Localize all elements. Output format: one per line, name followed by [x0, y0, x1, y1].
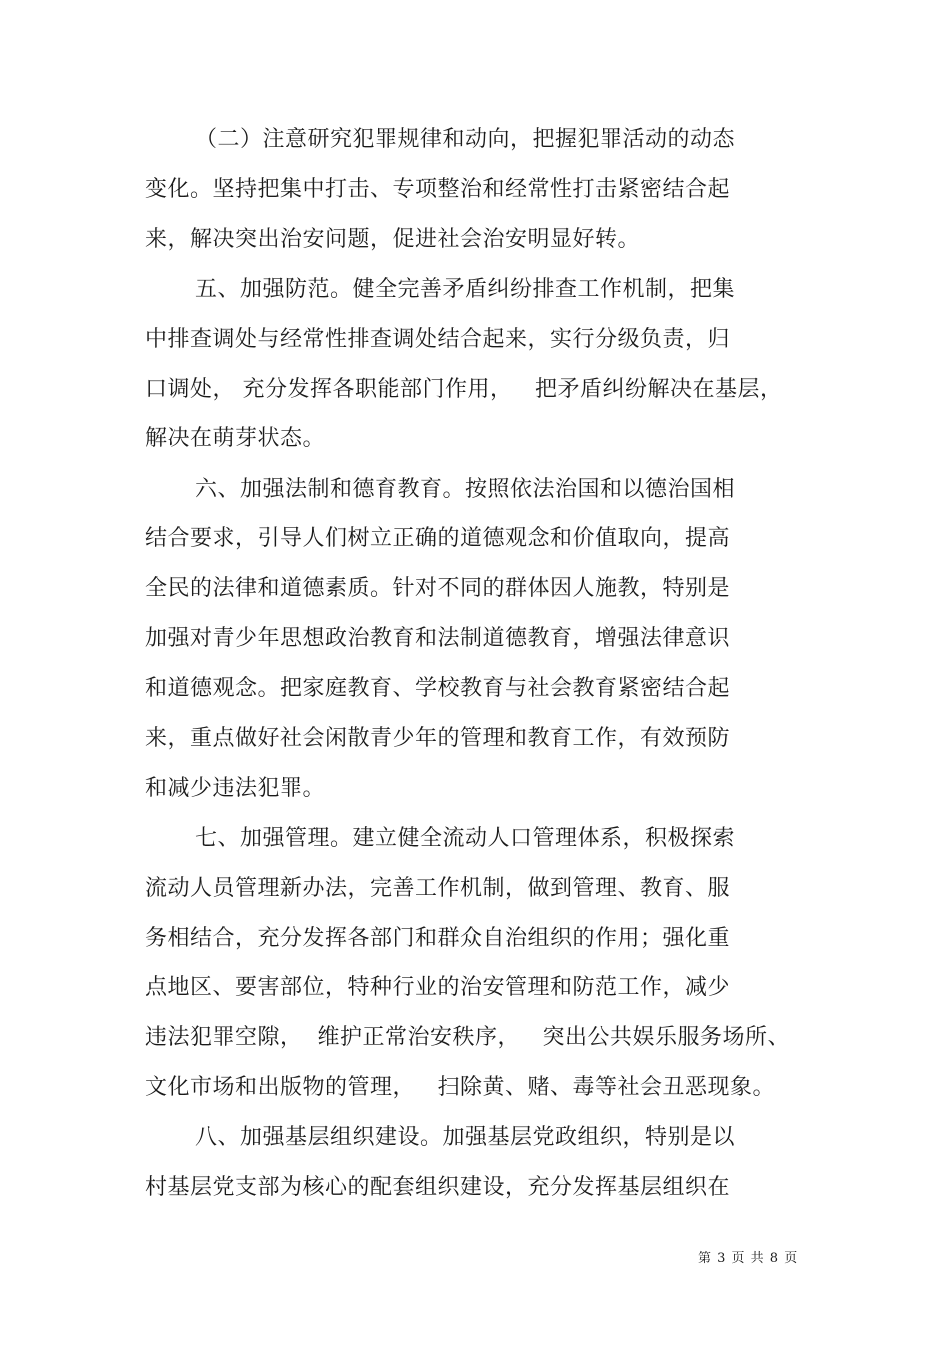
paragraph-line: 变化。坚持把集中打击、专项整治和经常性打击紧密结合起: [145, 177, 731, 202]
paragraph-line: 和道德观念。把家庭教育、学校教育与社会教育紧密结合起: [145, 676, 731, 701]
paragraph-line: 流动人员管理新办法，完善工作机制，做到管理、教育、服: [145, 876, 731, 901]
paragraph-line: 村基层党支部为核心的配套组织建设，充分发挥基层组织在: [145, 1175, 731, 1200]
paragraph-line: 中排查调处与经常性排查调处结合起来，实行分级负责，归: [145, 327, 731, 352]
paragraph-line: 六、加强法制和德育教育。按照依法治国和以德治国相: [195, 477, 736, 502]
paragraph-line: 八、加强基层组织建设。加强基层党政组织，特别是以: [195, 1125, 736, 1150]
paragraph-line: 五、加强防范。健全完善矛盾纠纷排查工作机制，把集: [195, 277, 736, 302]
paragraph-line: 七、加强管理。建立健全流动人口管理体系，积极探索: [195, 826, 736, 851]
paragraph-line: 和减少违法犯罪。: [145, 776, 326, 801]
paragraph-line: （二）注意研究犯罪规律和动向，把握犯罪活动的动态: [195, 127, 736, 152]
paragraph-line: 点地区、要害部位，特种行业的治安管理和防范工作，减少: [145, 975, 731, 1000]
paragraph-line: 加强对青少年思想政治教育和法制道德教育，增强法律意识: [145, 626, 731, 651]
paragraph-line: 全民的法律和道德素质。针对不同的群体因人施教，特别是: [145, 576, 731, 601]
paragraph-line: 口调处， 充分发挥各职能部门作用， 把矛盾纠纷解决在基层，: [145, 377, 783, 402]
paragraph-line: 解决在萌芽状态。: [145, 426, 326, 451]
paragraph-line: 文化市场和出版物的管理， 扫除黄、赌、毒等社会丑恶现象。: [145, 1075, 775, 1100]
paragraph-line: 来，解决突出治安问题，促进社会治安明显好转。: [145, 227, 641, 252]
paragraph-line: 违法犯罪空隙， 维护正常治安秩序， 突出公共娱乐服务场所、: [145, 1025, 790, 1050]
paragraph-line: 结合要求，引导人们树立正确的道德观念和价值取向，提高: [145, 526, 731, 551]
paragraph-line: 来，重点做好社会闲散青少年的管理和教育工作，有效预防: [145, 726, 731, 751]
page-number: 第 3 页 共 8 页: [698, 1251, 799, 1266]
paragraph-line: 务相结合，充分发挥各部门和群众自治组织的作用；强化重: [145, 926, 731, 951]
